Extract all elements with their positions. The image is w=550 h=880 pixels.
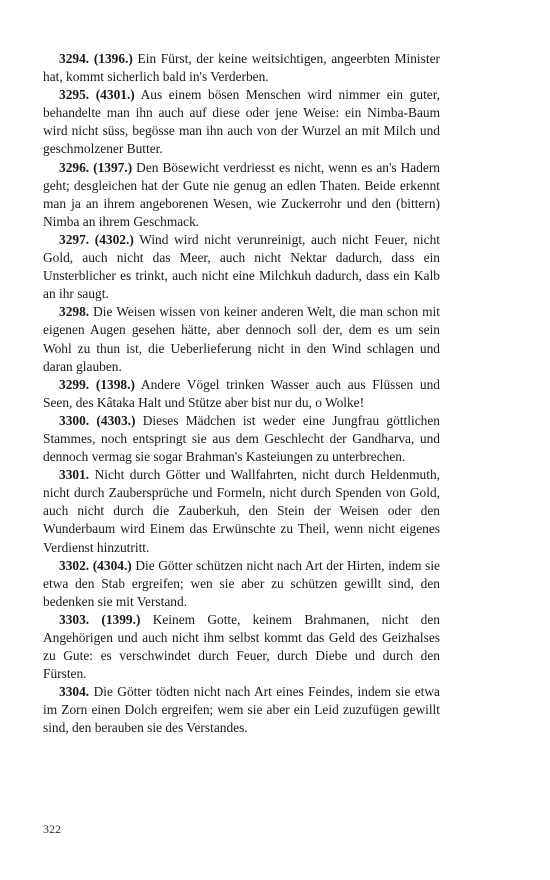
entry-number: 3296. bbox=[59, 159, 90, 175]
entry-text: Aus einem bösen Menschen wird nimmer ein guter, behandelte man ihn auch auf diese oder jene Weise: ein Nimba-Baum wird nicht süss, begösse man ihn auch von der Wurzel an mit Milch und geschmolzener Butter. bbox=[43, 87, 440, 157]
entry-3303 bbox=[43, 611, 440, 683]
entry-ref: (4302.) bbox=[94, 231, 134, 247]
entry-3301 bbox=[43, 466, 440, 556]
entry-text: Keinem Gotte, keinem Brahmanen, nicht den Angehörigen und auch nicht ihm selbst kommt das Geld des Geizhalses zu Gute: es verschwindet durch Feuer, durch Diebe und durch den Fürsten. bbox=[43, 611, 440, 682]
entry-number: 3304. bbox=[59, 684, 90, 700]
entry-3298 bbox=[43, 303, 440, 375]
entry-3294 bbox=[43, 50, 440, 86]
entry-number: 3300. bbox=[59, 412, 90, 428]
entry-3300 bbox=[43, 412, 440, 466]
entry-number: 3295. bbox=[59, 87, 90, 103]
entry-ref: (4301.) bbox=[95, 87, 135, 103]
page-number: 322 bbox=[43, 822, 61, 836]
entry-number: 3294. bbox=[59, 51, 90, 66]
entry-number: 3301. bbox=[59, 467, 90, 483]
entry-3296 bbox=[43, 159, 440, 231]
entry-text: Andere Vögel trinken Wasser auch aus Flüssen und Seen, des Kâtaka Halt und Stütze aber bist nur du, o Wolke! bbox=[43, 376, 441, 410]
page-body bbox=[43, 50, 440, 738]
entry-ref: (1396.) bbox=[93, 51, 133, 66]
entry-text: Die Weisen wissen von keiner anderen Welt, die man schon mit eigenen Augen gesehen hätte, aber dennoch soll der, dem es um sein Wohl zu thun ist, die Ueberlieferung nicht in den Wind schlagen und daran glauben. bbox=[43, 304, 440, 374]
entry-number: 3299. bbox=[59, 376, 90, 392]
entry-3295 bbox=[43, 86, 440, 158]
entry-number: 3302. bbox=[59, 557, 90, 573]
entry-ref: (1398.) bbox=[95, 376, 135, 392]
entry-number: 3298. bbox=[59, 304, 90, 320]
entry-text: Dieses Mädchen ist weder eine Jungfrau göttlichen Stammes, noch entspringt sie aus dem Geschlecht der Gandharva, und dennoch vermag sie sogar Brahman's Kasteiungen zu unterbrechen. bbox=[43, 412, 440, 465]
entry-text: Ein Fürst, der keine weitsichtigen, angeerbten Minister hat, kommt sicherlich bald in's Verderben. bbox=[43, 51, 440, 85]
entry-text: Die Götter schützen nicht nach Art der Hirten, indem sie etwa den Stab ergreifen; wen sie aber zu schützen gewillt sind, den bedenken sie mit Verstand. bbox=[43, 557, 440, 609]
entry-text: Wind wird nicht verunreinigt, auch nicht Feuer, nicht Gold, auch nicht das Meer, auch nicht Nektar dadurch, dass ein Unsterblicher es trinkt, auch nicht eine Milchkuh dadurch, dass ein Kalb an ihr saugt. bbox=[43, 231, 440, 302]
entry-text: Den Bösewicht verdriesst es nicht, wenn es an's Hadern geht; desgleichen hat der Gute nie genug an edlen Thaten. Beide erkennt man ja an ihrem angeborenen Wesen, wie Zuckerrohr und den (bittern) Nimba an ihrem Geschmack. bbox=[43, 159, 440, 229]
entry-ref: (4303.) bbox=[96, 412, 136, 428]
entry-text: Nicht durch Götter und Wallfahrten, nicht durch Heldenmuth, nicht durch Zaubersprüche und Formeln, nicht durch Spenden von Gold, auch nicht durch die Zauberkuh, den Stein der Weisen oder den Wunderbaum wird Einem das Erwünschte zu Theil, wenn nicht eigenes Verdienst hinzutritt. bbox=[43, 467, 440, 555]
entry-ref: (1397.) bbox=[93, 159, 133, 175]
entry-ref: (4304.) bbox=[92, 557, 132, 573]
entry-3302 bbox=[43, 557, 440, 611]
entry-3304 bbox=[43, 683, 440, 737]
entry-ref: (1399.) bbox=[101, 611, 141, 627]
entry-3297 bbox=[43, 231, 440, 303]
entry-number: 3297. bbox=[59, 231, 90, 247]
entry-3299 bbox=[43, 376, 440, 412]
entry-number: 3303. bbox=[59, 611, 90, 627]
entry-text: Die Götter tödten nicht nach Art eines Feindes, indem sie etwa im Zorn einen Dolch ergreifen; wem sie aber ein Leid zuzufügen gewillt sind, den berauben sie des Verstandes. bbox=[43, 684, 440, 736]
